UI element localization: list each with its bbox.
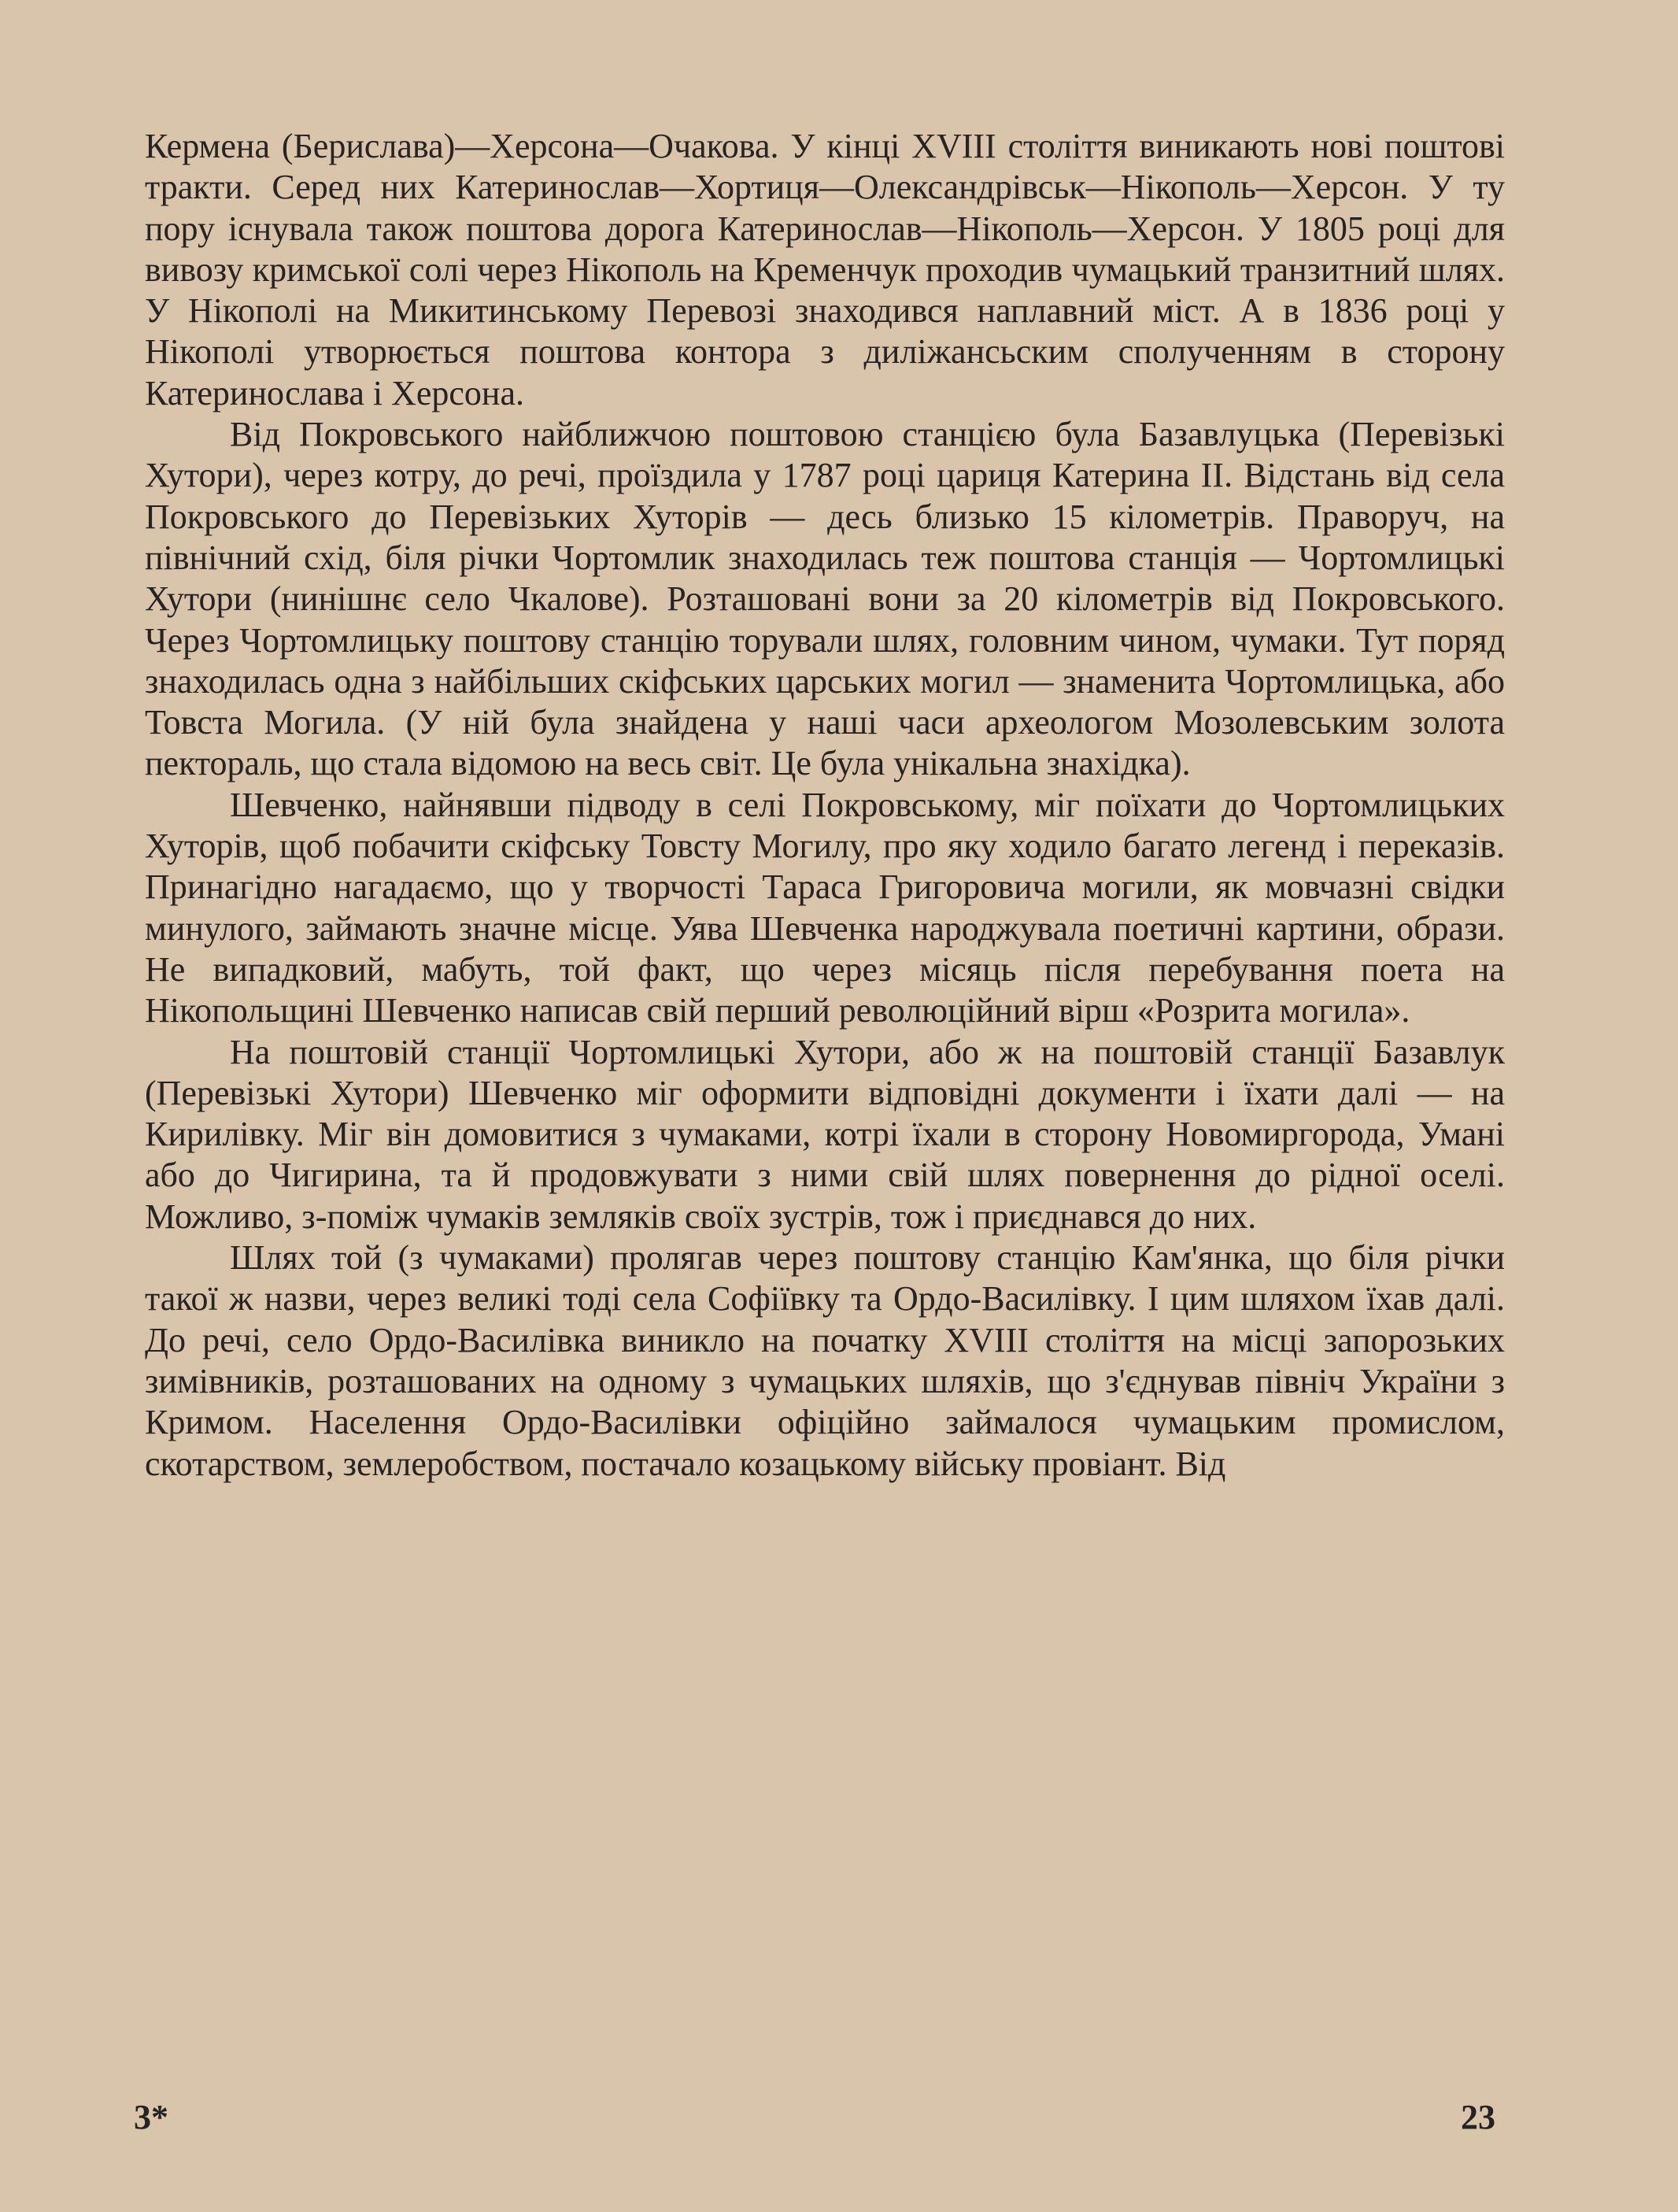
body-text xyxy=(145,126,1505,1485)
paragraph-1: Кермена (Берислава)—Херсона—Очакова. У кінці XVIII століття виникають нові поштові тракти. Серед них Катеринослав—Хортиця—Олександрівськ—Нікополь—Херсон. У ту пору існувала також поштова дорога Катеринослав—Нікополь—Херсон. У 1805 році для вивозу кримської солі через Нікополь на Кременчук проходив чумацький транзитний шлях. У Нікополі на Микитинському Перевозі знаходився наплавний міст. А в 1836 році у Нікополі утворюється поштова контора з диліжансьским сполученням в сторону Катеринослава і Херсона. xyxy=(145,127,1505,412)
paragraph-3: Шевченко, найнявши підводу в селі Покровському, міг поїхати до Чортомлицьких Хуторів, щоб побачити скіфську Товсту Могилу, про яку ходило багато легенд і переказів. Принагідно нагадаємо, що у творчості Тараса Григоровича могили, як мовчазні свідки минулого, займають значне місце. Уява Шевченка народжувала поетичні картини, образи. Не випадковий, мабуть, той факт, що через місяць після перебування поета на Нікопольщині Шевченко написав свій перший революційний вірш «Розрита могила». xyxy=(145,785,1505,1030)
paragraph-2: Від Покровського найближчою поштовою станцією була Базавлуцька (Перевізькі Хутори), через котру, до речі, проїздила у 1787 році цариця Катерина II. Відстань від села Покровського до Перевізьких Хуторів — десь близько 15 кілометрів. Праворуч, на північний схід, біля річки Чортомлик знаходилась теж поштова станція — Чортомлицькі Хутори (нинішнє село Чкалове). Розташовані вони за 20 кілометрів від Покровського. Через Чортомлицьку поштову станцію торували шлях, головним чином, чумаки. Тут поряд знаходилась одна з найбільших скіфських царських могил — знаменита Чортомлицька, або Товста Могила. (У ній була знайдена у наші часи археологом Мозолевським золота пектораль, що стала відомою на весь світ. Це була унікальна знахідка). xyxy=(145,415,1505,783)
page-number: 23 xyxy=(1461,2098,1495,2136)
signature-mark: 3* xyxy=(134,2098,168,2136)
paragraph-5: Шлях той (з чумаками) пролягав через поштову станцію Кам'янка, що біля річки такої ж назви, через великі тоді села Софіївку та Ордо-Василівку. І цим шляхом їхав далі. До речі, село Ордо-Василівка виникло на початку XVIII століття на місці запорозьких зимівників, розташованих на одному з чумацьких шляхів, що з'єднував північ України з Кримом. Населення Ордо-Василівки офіційно займалося чумацьким промислом, скотарством, землеробством, постачало козацькому війську провіант. Від xyxy=(145,1238,1505,1483)
paragraph-4: На поштовій станції Чортомлицькі Хутори, або ж на поштовій станції Базавлук (Перевізькі Хутори) Шевченко міг оформити відповідні документи і їхати далі — на Кирилівку. Міг він домовитися з чумаками, котрі їхали в сторону Новомиргорода, Умані або до Чигирина, та й продовжувати з ними свій шлях повернення до рідної оселі. Можливо, з-поміж чумаків земляків своїх зустрів, тож і приєднався до них. xyxy=(145,1032,1505,1236)
